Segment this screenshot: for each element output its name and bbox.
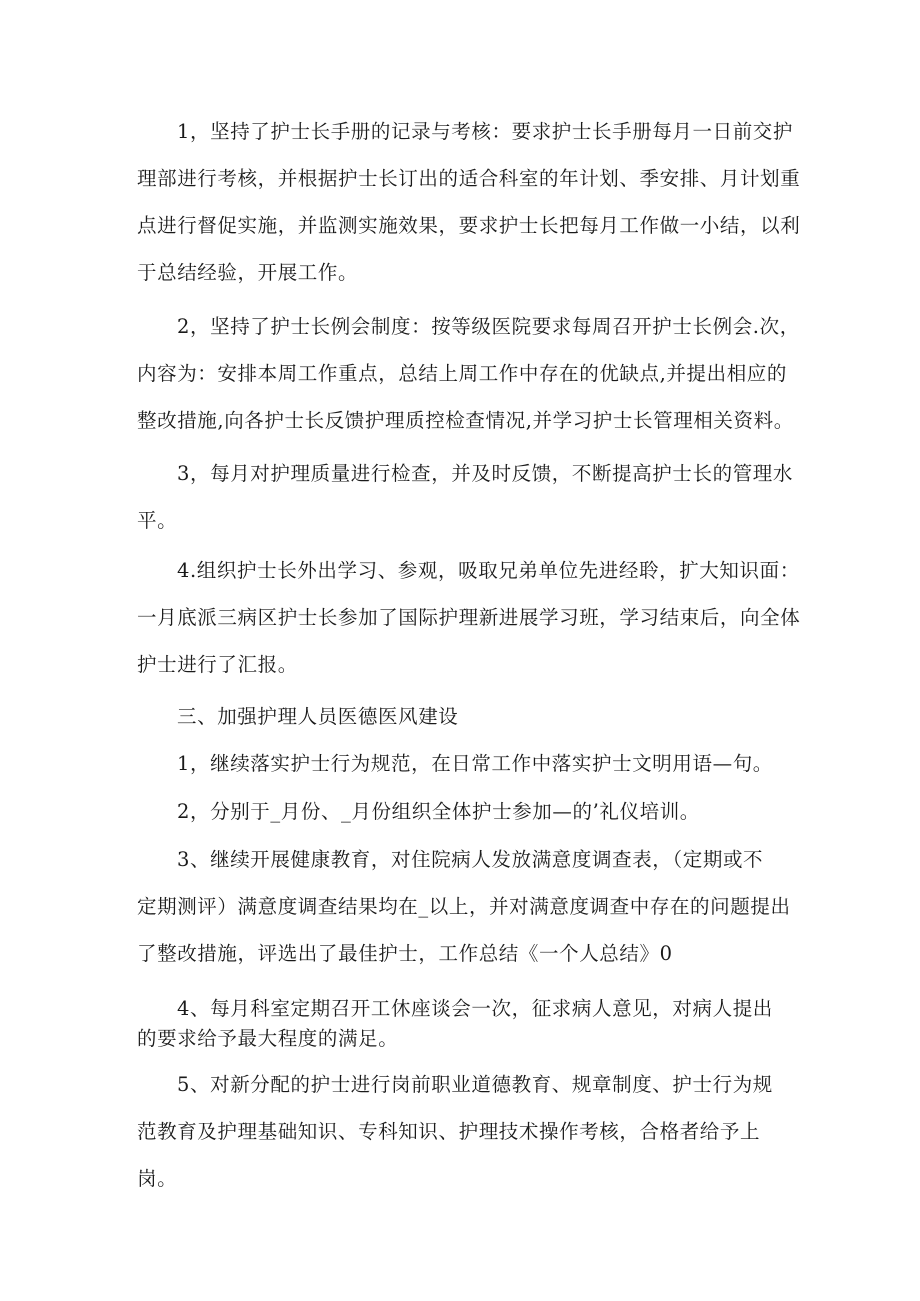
text-line: 2，坚持了护士长例会制度：按等级医院要求每周召开护士长例会.次， (177, 315, 800, 338)
text-line: 整改措施,向各护士长反馈护理质控检查情况,并学习护士长管理相关资料。 (137, 409, 794, 432)
text-line: 4、每月科室定期召开工休座谈会一次，征求病人意见，对病人提出 (177, 997, 773, 1020)
text-line: 一月底派三病区护士长参加了国际护理新进展学习班，学习结束后，向全体 (137, 606, 801, 629)
heading-text: 三、加强护理人员医德医风建设 (177, 705, 459, 728)
text-line: 的要求给予最大程度的满足。 (137, 1027, 399, 1050)
paragraph-handbook-review (137, 108, 801, 296)
paragraph-quality-check (137, 450, 797, 544)
text-line: 1，继续落实护士行为规范，在日常工作中落实护士文明用语—句。 (177, 752, 773, 775)
text-line: 护士进行了汇报。 (137, 653, 298, 676)
paragraph-conduct-norms (137, 740, 797, 787)
text-line: 于总结经验，开展工作。 (137, 261, 359, 284)
text-line: 范教育及护理基础知识、专科知识、护理技术操作考核，合格者给予上 (137, 1120, 761, 1143)
paragraph-weekly-meeting (137, 303, 800, 444)
text-line: 了整改措施，评选出了最佳护士，工作总结《一个人总结》0 (137, 942, 673, 965)
text-line: 3，每月对护理质量进行检查，并及时反馈，不断提高护士长的管理水 (177, 462, 794, 485)
text-line: 点进行督促实施，并监测实施效果，要求护士长把每月工作做一小结，以利 (137, 214, 801, 237)
text-line: 1，坚持了护士长手册的记录与考核：要求护士长手册每月一日前交护 (177, 120, 794, 143)
paragraph-health-education (137, 836, 797, 977)
text-line: 平。 (137, 509, 178, 532)
text-line: 内容为：安排本周工作重点，总结上周工作中存在的优缺点,并提出相应的 (137, 362, 787, 385)
section-heading (137, 693, 797, 740)
paragraph-etiquette-training (137, 788, 797, 835)
paragraph-patient-forum (137, 994, 797, 1054)
text-line: 理部进行考核，并根据护士长订出的适合科室的年计划、季安排、月计划重 (137, 167, 801, 190)
text-line: 3、继续开展健康教育，对住院病人发放满意度调查表，（定期或不 (177, 848, 764, 871)
text-line: 2，分别于_月份、_月份组织全体护士参加—的’礼仪培训。 (177, 800, 700, 823)
text-line: 5、对新分配的护士进行岗前职业道德教育、规章制度、护士行为规 (177, 1073, 773, 1096)
text-line: 4.组织护士长外出学习、参观，吸取兄弟单位先进经聆，扩大知识面： (177, 559, 800, 582)
text-line: 定期测评）满意度调查结果均在_以上，并对满意度调查中存在的问题提出 (137, 895, 791, 918)
text-line: 岗。 (137, 1167, 178, 1190)
paragraph-new-nurse-training (137, 1061, 797, 1202)
paragraph-external-study (137, 547, 801, 688)
